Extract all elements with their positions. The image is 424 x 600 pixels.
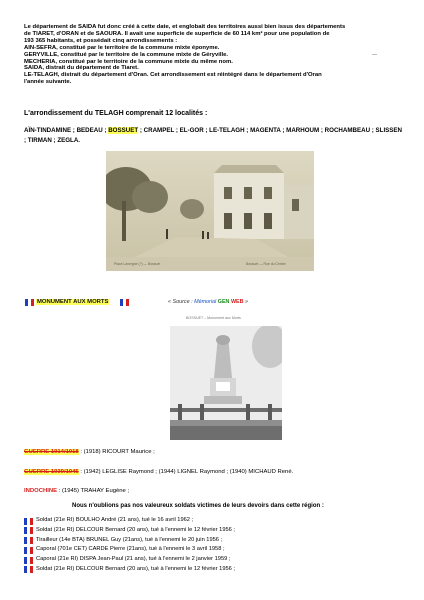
intro-line: de TIARET, d'ORAN et de SAOURA. Il avait une superficie de superficie de 60 114 km² pour une population de [24, 30, 330, 37]
war-memorial-illustration [170, 326, 282, 440]
intro-line: SAÏDA, distrait du département de Tiaret. [24, 65, 139, 72]
intro-line: GERYVILLE, constitué par le territoire de la commune mixte de Géryville. [24, 51, 229, 58]
intro-paragraph [24, 24, 404, 86]
source-prefix: « Source : [168, 299, 195, 305]
intro-line: 193 365 habitants, et possédait cinq arrondissements : [24, 37, 178, 44]
french-flag-icon [24, 566, 33, 573]
french-flag-icon [120, 299, 129, 306]
soldier-text: Caporal (701e CET) CARDE Pierre (21ans), tué à l'ennemi le 3 avril 1958 ; [36, 546, 225, 553]
tribute-heading: Nous n'oublions pas nos valeureux soldats victimes de leurs devoirs dans cette région : [72, 503, 324, 509]
war-memorial-photo [170, 326, 282, 440]
war-text: : (1918) RICOURT Maurice ; [78, 449, 155, 455]
localities-before: AÏN-TINDAMINE ; BEDEAU ; [24, 127, 109, 134]
monument-heading: MONUMENT AUX MORTS [37, 299, 109, 305]
dash-mark: — [372, 52, 377, 58]
soldier-text: Soldat (21e RI) DELCOUR Bernard (20 ans), tué à l'ennemi le 12 février 1956 ; [36, 526, 235, 533]
village-street-illustration [106, 151, 314, 271]
war-text: : (1945) TRAHAY Eugène ; [57, 488, 130, 494]
monument-photo-caption: BOSSUET – Monument aux Morts [186, 316, 241, 320]
soldier-entry [24, 516, 404, 526]
french-flag-icon [24, 547, 33, 554]
intro-line: MECHERIA, constitué par le territoire de la commune mixte du même nom. [24, 58, 233, 65]
war-entry-ww1 [24, 449, 155, 455]
soldier-entry [24, 565, 404, 575]
source-credit [168, 299, 248, 305]
war-label: GUERRE 1939/1945 [24, 469, 79, 475]
source-link-memorial[interactable]: Mémorial [194, 299, 217, 305]
french-flag-icon [24, 527, 33, 534]
soldier-text: Tirailleur (14e BTA) BRUNEL Guy (21ans), tué à l'ennemi le 20 juin 1956 ; [36, 536, 223, 543]
war-entry-indochine [24, 488, 129, 494]
village-postcard-photo [106, 151, 314, 271]
french-flag-icon [25, 299, 34, 306]
war-label: GUERRE 1914/1918 [24, 449, 79, 455]
localities-after: ; CRAMPEL ; EL-GOR ; LE-TELAGH ; MAGENTA ; MARHOUM ; ROCHAMBEAU ; SLISSEN ; TIRMAN ; ZEGLA. [24, 127, 403, 144]
source-web: WEB [230, 299, 244, 305]
intro-line: Le département de SAÏDA fut donc créé à cette date, et englobait des territoires aussi bien issus des départements [24, 24, 346, 30]
war-label: INDOCHINE [24, 488, 58, 494]
soldier-text: Caporal (21e RI) DISPA Jean-Paul (21 ans), tué à l'ennemi le 2 janvier 1959 ; [36, 556, 231, 563]
postcard-caption-right: Bossuet — Rue du Centre [246, 262, 286, 266]
soldier-entry [24, 536, 404, 546]
soldiers-list [24, 516, 404, 575]
postcard-caption-left: Place Lavergne (?) — Bossuet [114, 262, 161, 266]
french-flag-icon [24, 518, 33, 525]
intro-line: AÏN-SEFRA, constitué par le territoire de la commune mixte éponyme. [24, 44, 220, 51]
localities-highlight: BOSSUET [108, 127, 139, 134]
intro-line: l'année suivante. [24, 79, 72, 86]
source-gen: GEN [217, 299, 230, 305]
war-entry-ww2 [24, 469, 293, 475]
soldier-entry [24, 555, 404, 565]
localities-list [24, 126, 404, 146]
intro-line: LE-TELAGH, distrait du département d'Oran. Cet arrondissement est réintégré dans le département d'Oran [24, 72, 322, 79]
french-flag-icon [24, 557, 33, 564]
soldier-text: Soldat (21e RI) BOULHO André (21 ans), tué le 16 avril 1962 ; [36, 517, 194, 523]
source-suffix: » [243, 299, 249, 305]
soldier-entry [24, 545, 404, 555]
soldier-text: Soldat (21e RI) DELCOUR Bernard (20 ans), tué à l'ennemi le 12 février 1956 ; [36, 565, 235, 572]
war-text: : (1942) LEGLISE Raymond ; (1944) LIGNEL Raymond ; (1940) MICHAUD René. [78, 469, 294, 475]
french-flag-icon [24, 537, 33, 544]
section-title: L'arrondissement du TELAGH comprenait 12 localités : [24, 110, 208, 117]
soldier-entry [24, 526, 404, 536]
